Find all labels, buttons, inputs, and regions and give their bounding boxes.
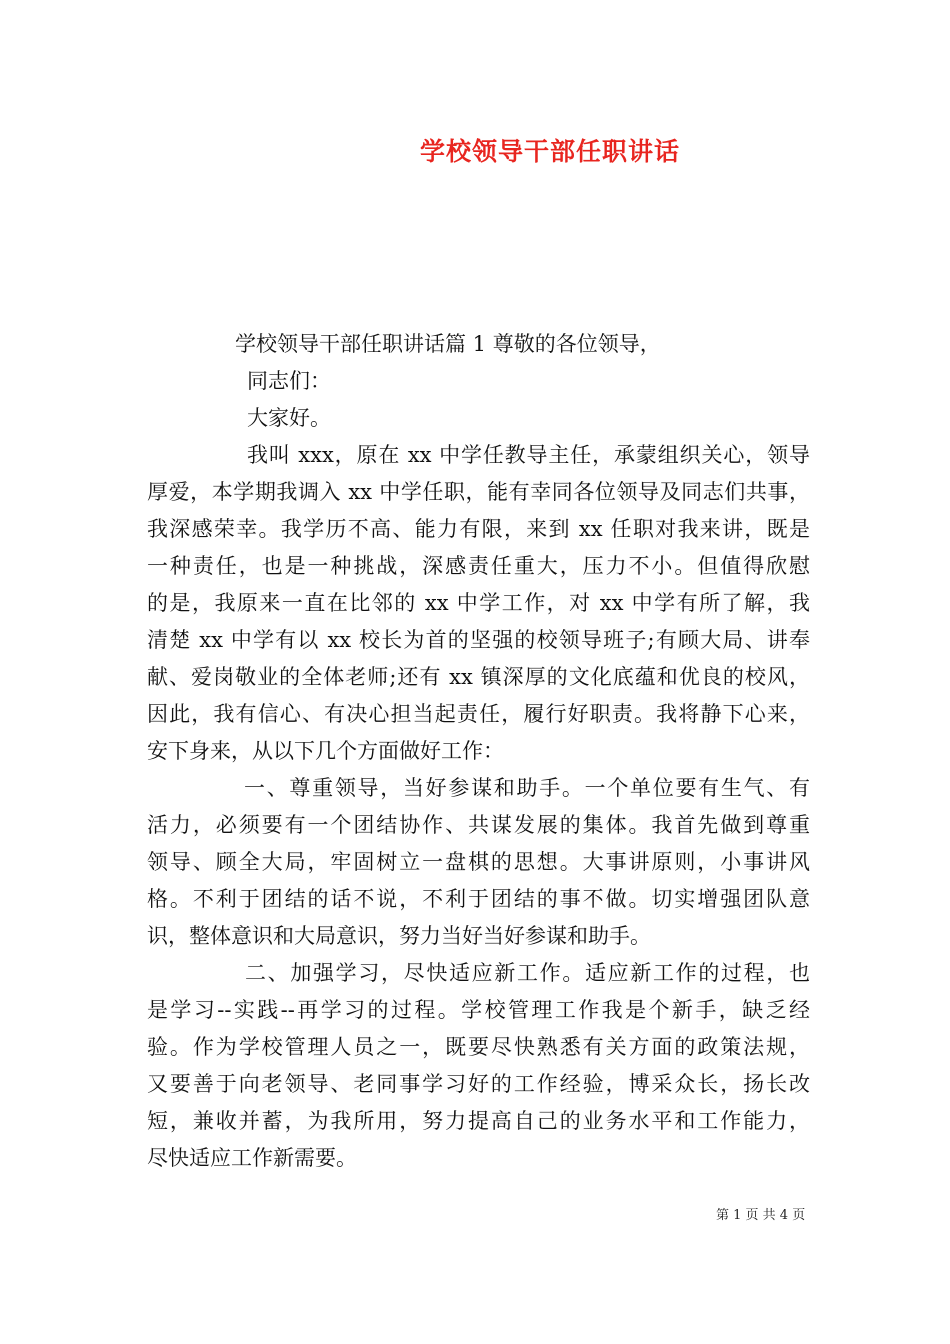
text-line: 一种责任，也是一种挑战，深感责任重大，压力不小。但值得欣慰: [147, 554, 810, 578]
text-line: 献、爱岗敬业的全体老师;还有 xx 镇深厚的文化底蕴和优良的校风，: [147, 665, 810, 689]
text-line: 又要善于向老领导、老同事学习好的工作经验，博采众长，扬长改: [147, 1072, 810, 1096]
text-line: 的是，我原来一直在比邻的 xx 中学工作，对 xx 中学有所了解，我: [147, 591, 810, 615]
text-line: 安下身来，从以下几个方面做好工作：: [147, 739, 504, 763]
text-line: 识，整体意识和大局意识，努力当好当好参谋和助手。: [147, 924, 651, 948]
text-line: 大家好。: [247, 406, 331, 430]
text-line: 短，兼收并蓄，为我所用，努力提高自己的业务水平和工作能力，: [147, 1109, 810, 1133]
text-line: 验。作为学校管理人员之一，既要尽快熟悉有关方面的政策法规，: [147, 1035, 810, 1059]
text-line: 尽快适应工作新需要。: [147, 1146, 357, 1170]
text-line: 同志们：: [247, 369, 331, 393]
document-body: [147, 326, 810, 1177]
text-line: 格。不利于团结的话不说，不利于团结的事不做。切实增强团队意: [147, 887, 810, 911]
document-title: 学校领导干部任职讲话: [419, 137, 680, 166]
text-line: 二、加强学习，尽快适应新工作。适应新工作的过程，也: [245, 961, 810, 985]
text-line: 厚爱，本学期我调入 xx 中学任职，能有幸同各位领导及同志们共事，: [147, 480, 810, 504]
text-line: 领导、顾全大局，牢固树立一盘棋的思想。大事讲原则，小事讲风: [147, 850, 810, 874]
text-line: 我深感荣幸。我学历不高、能力有限，来到 xx 任职对我来讲，既是: [147, 517, 810, 541]
page-number: 第 1 页 共 4 页: [716, 1208, 806, 1223]
text-line: 一、尊重领导，当好参谋和助手。一个单位要有生气、有: [244, 776, 810, 800]
text-line: 是学习--实践--再学习的过程。学校管理工作我是个新手，缺乏经: [147, 998, 810, 1022]
text-line: 活力，必须要有一个团结协作、共谋发展的集体。我首先做到尊重: [147, 813, 810, 837]
text-line: 清楚 xx 中学有以 xx 校长为首的坚强的校领导班子;有顾大局、讲奉: [147, 628, 810, 652]
text-line: 因此，我有信心、有决心担当起责任，履行好职责。我将静下心来，: [147, 702, 810, 726]
text-line: 学校领导干部任职讲话篇 1 尊敬的各位领导，: [235, 332, 661, 356]
text-line: 我叫 xxx，原在 xx 中学任教导主任，承蒙组织关心，领导: [247, 443, 810, 467]
